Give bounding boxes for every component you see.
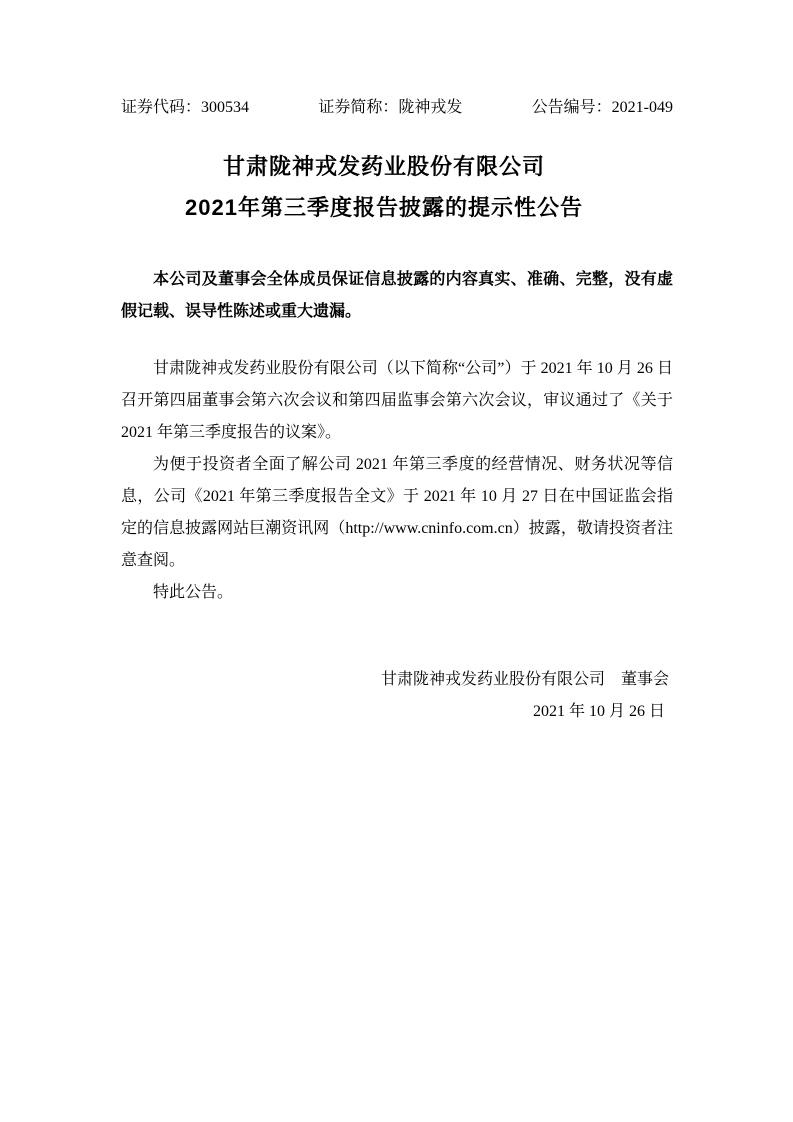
- disclosure-statement: 本公司及董事会全体成员保证信息披露的内容真实、准确、完整，没有虚假记载、误导性陈述或重大遗漏。: [121, 271, 673, 320]
- paragraph-report-disclosure: 为便于投资者全面了解公司 2021 年第三季度的经营情况、财务状况等信息，公司《2021 年第三季度报告全文》于 2021 年 10 月 27 日在中国证监会指定的信息披露网站巨潮资讯网（http://www.cninfo.com.cn）披露，敬请投资者注意查阅。: [121, 456, 673, 569]
- signature-date: 2021 年 10 月 26 日: [532, 703, 665, 720]
- paragraph-board-meeting: 甘肃陇神戎发药业股份有限公司（以下简称“公司”）于 2021 年 10 月 26 日召开第四届董事会第六次会议和第四届监事会第六次会议，审议通过了《关于 2021 年第三季度报告的议案》。: [121, 360, 673, 441]
- stock-code: 证券代码：300534: [121, 99, 250, 116]
- announcement-number: 公告编号：2021-049: [531, 99, 673, 116]
- stock-name: 证券简称：陇神戎发: [318, 99, 463, 116]
- signature-block: [121, 664, 673, 728]
- signature-company: 甘肃陇神戎发药业股份有限公司 董事会: [380, 671, 669, 688]
- title-block: [108, 146, 660, 228]
- document-header: [121, 94, 673, 122]
- announcement-title: 2021年第三季度报告披露的提示性公告: [185, 195, 583, 220]
- company-name-title: 甘肃陇神戎发药业股份有限公司: [222, 154, 545, 179]
- closing-line: 特此公告。: [153, 584, 234, 601]
